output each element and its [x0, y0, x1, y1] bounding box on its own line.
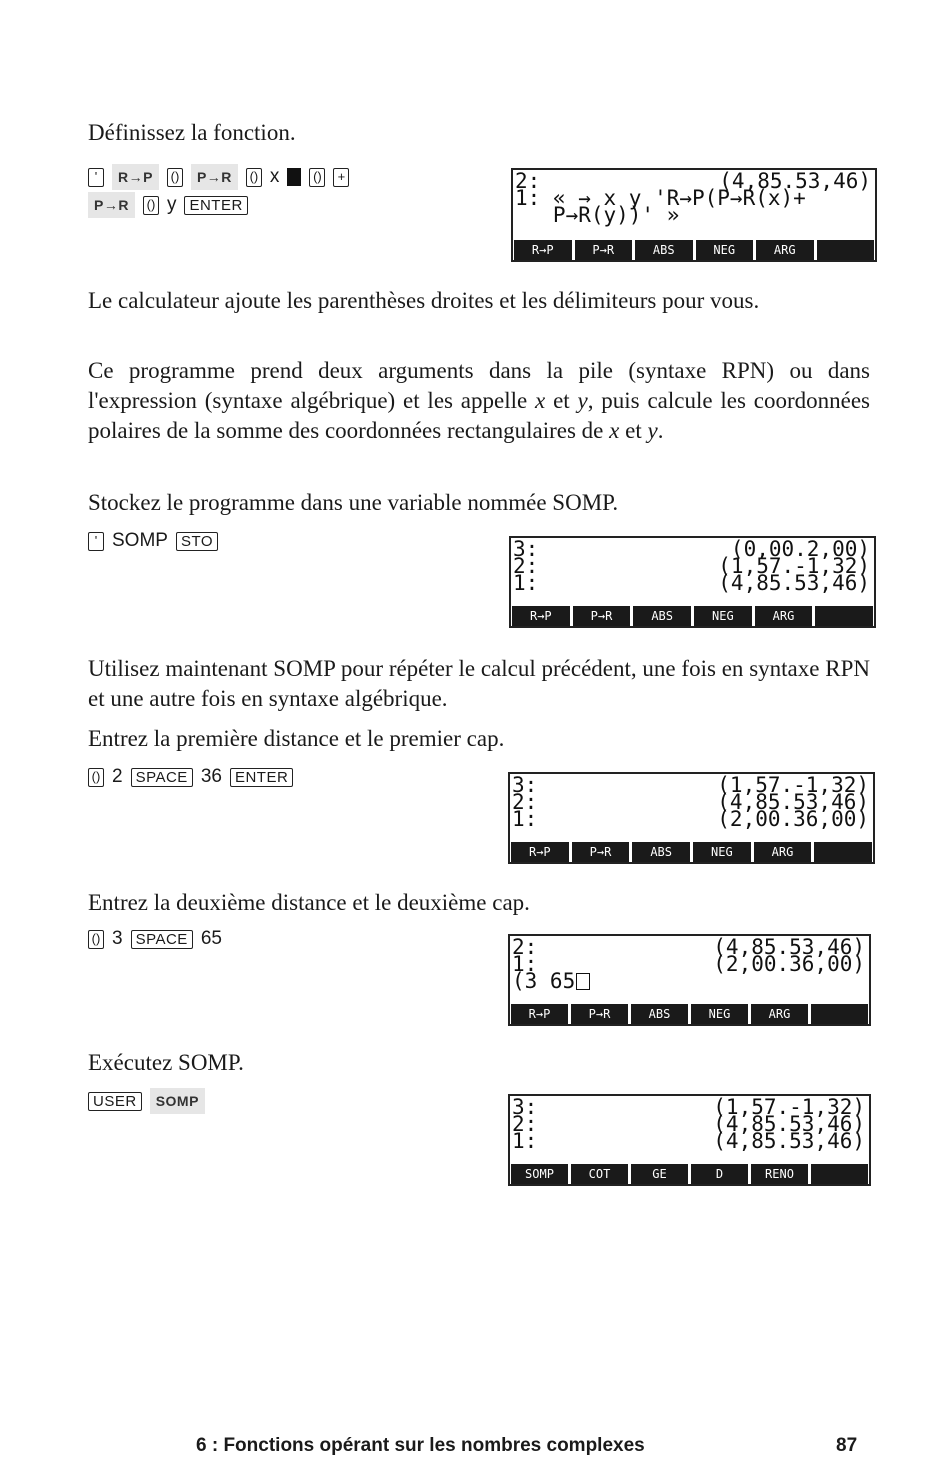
softkey-menu: [510, 1164, 869, 1184]
text-run: et: [619, 418, 648, 443]
paren-key: (): [88, 930, 104, 949]
menu-label: P→R: [575, 240, 633, 260]
stack-level-label: 3:: [513, 537, 539, 561]
var-x: x: [535, 388, 546, 413]
menu-label: [811, 1164, 868, 1184]
menu-label: ABS: [633, 606, 691, 626]
paragraph-use-somp: Utilisez maintenant SOMP pour répéter le calcul précédent, une fois en syntaxe RPN et une autre fois en syntaxe algébrique.: [88, 656, 870, 711]
instruction-define-function: Définissez la fonction.: [88, 120, 296, 145]
page-number: 87: [836, 1435, 858, 1456]
calculator-screen-5: [508, 1094, 871, 1186]
stack-value: (2,00.36,00): [717, 807, 869, 831]
keystroke-sequence-2: [88, 528, 218, 554]
menu-label: R→P: [512, 606, 570, 626]
stack-level-label: 2:: [512, 935, 538, 959]
variable-y: y: [166, 194, 177, 215]
menu-label: R→P: [511, 842, 569, 862]
number-entry: 2: [112, 766, 123, 787]
stack-level-label: 1:: [513, 571, 539, 595]
calculator-screen-1: [511, 168, 877, 262]
menu-label: ABS: [632, 842, 690, 862]
paren-key: (): [88, 768, 104, 787]
paren-key: (): [246, 168, 262, 187]
instruction-execute-somp: Exécutez SOMP.: [88, 1050, 244, 1075]
menu-label: R→P: [511, 1004, 568, 1024]
keystroke-sequence-5: [88, 1088, 205, 1114]
stack-level-label: 2:: [515, 169, 541, 193]
stack-value: (1,57.-1,32): [717, 773, 869, 797]
var-y: y: [647, 418, 658, 443]
text-run: et: [545, 388, 578, 413]
number-entry: 36: [200, 766, 222, 787]
menu-label: ARG: [755, 606, 813, 626]
stack-value: (4,85.53,46): [713, 1112, 865, 1136]
menu-label: SOMP: [511, 1164, 568, 1184]
menu-label: ABS: [635, 240, 693, 260]
stack-level-label: 2:: [512, 790, 538, 814]
keystroke-sequence-4: [88, 926, 222, 952]
stack-value: (2,00.36,00): [713, 952, 865, 976]
menu-label: ARG: [756, 240, 814, 260]
stack-value: (4,85.53,46): [718, 571, 870, 595]
paragraph-program-description: [88, 356, 870, 446]
paren-key: (): [167, 168, 183, 187]
softkey-menu: [510, 1004, 869, 1024]
stack-level-label: 1:: [512, 952, 538, 976]
menu-label: [811, 1004, 868, 1024]
stack-level-label: 2:: [513, 554, 539, 578]
number-entry: 3: [112, 928, 123, 949]
stack-value: (1,57.-1,32): [718, 554, 870, 578]
stack-level-label: 3:: [512, 1095, 538, 1119]
shift-key: [287, 168, 301, 186]
stack-value: (4,85.53,46): [719, 169, 871, 193]
var-x: x: [609, 418, 620, 443]
paren-key: (): [143, 196, 159, 215]
variable-name: SOMP: [112, 530, 168, 551]
menu-label: COT: [571, 1164, 628, 1184]
softkey-r-to-p: R→P: [112, 164, 159, 190]
cursor-icon: [576, 973, 590, 990]
menu-label: [814, 842, 872, 862]
instruction-store-program: Stockez le programme dans une variable nommée SOMP.: [88, 490, 619, 515]
menu-label: P→R: [573, 606, 631, 626]
softkey-p-to-r: P→R: [88, 192, 135, 218]
program-line-continued: P→R(y))' »: [515, 203, 680, 227]
number-entry: 65: [200, 928, 222, 949]
var-y: y: [577, 388, 588, 413]
space-key: SPACE: [131, 768, 193, 787]
stack-level-label: 1:: [512, 1129, 538, 1153]
menu-label: NEG: [694, 606, 752, 626]
menu-label: ARG: [754, 842, 812, 862]
entry-text: (3 65: [512, 969, 576, 993]
text-run: Ce programme prend deux arguments dans la pile (syntaxe RPN) ou dans l'expression (syntaxe algébrique) et les appelle: [88, 358, 870, 413]
stack-value: (4,85.53,46): [713, 1129, 865, 1153]
keystroke-sequence-3: [88, 764, 293, 790]
menu-label: NEG: [691, 1004, 748, 1024]
quote-key: ': [88, 168, 104, 187]
paren-key: (): [309, 168, 325, 187]
menu-label: RENO: [751, 1164, 808, 1184]
enter-key: ENTER: [230, 768, 293, 787]
sto-key: STO: [176, 532, 218, 551]
softkey-menu: [513, 240, 875, 260]
space-key: SPACE: [131, 930, 193, 949]
instruction-first-distance: Entrez la première distance et le premier cap.: [88, 726, 505, 751]
softkey-somp: SOMP: [150, 1088, 205, 1114]
keystroke-sequence-1: [88, 164, 349, 218]
stack-value: (0,00.2,00): [730, 537, 870, 561]
chapter-footer: 6 : Fonctions opérant sur les nombres complexes: [196, 1435, 645, 1456]
user-key: USER: [88, 1092, 142, 1111]
menu-label: NEG: [693, 842, 751, 862]
paragraph-parentheses: Le calculateur ajoute les parenthèses droites et les délimiteurs pour vous.: [88, 288, 760, 313]
menu-label: R→P: [514, 240, 572, 260]
calculator-screen-4: [508, 934, 871, 1026]
calculator-screen-2: [509, 536, 876, 628]
stack-value: (1,57.-1,32): [713, 1095, 865, 1119]
program-line: 1: « → x y 'R→P(P→R(x)+: [515, 186, 806, 210]
stack-value: (4,85.53,46): [713, 935, 865, 959]
menu-label: P→R: [571, 1004, 628, 1024]
text-run: , puis calcule les coordonnées polaires de la somme des coordonnées rectangulaires de: [88, 388, 870, 443]
softkey-menu: [511, 606, 874, 626]
menu-label: P→R: [572, 842, 630, 862]
stack-level-label: 3:: [512, 773, 538, 797]
instruction-second-distance: Entrez la deuxième distance et le deuxième cap.: [88, 890, 530, 915]
stack-level-label: 1:: [512, 807, 538, 831]
menu-label: D: [691, 1164, 748, 1184]
variable-x: x: [269, 166, 280, 187]
menu-label: [817, 240, 875, 260]
menu-label: NEG: [696, 240, 754, 260]
command-line: [512, 969, 590, 993]
menu-label: ABS: [631, 1004, 688, 1024]
softkey-p-to-r: P→R: [191, 164, 238, 190]
text-run: .: [657, 418, 664, 443]
softkey-menu: [510, 842, 873, 862]
stack-level-label: 2:: [512, 1112, 538, 1136]
enter-key: ENTER: [184, 196, 247, 215]
plus-key: +: [333, 168, 349, 187]
menu-label: [815, 606, 873, 626]
quote-key: ': [88, 532, 104, 551]
menu-label: GE: [631, 1164, 688, 1184]
calculator-screen-3: [508, 772, 875, 864]
menu-label: ARG: [751, 1004, 808, 1024]
stack-value: (4,85.53,46): [717, 790, 869, 814]
